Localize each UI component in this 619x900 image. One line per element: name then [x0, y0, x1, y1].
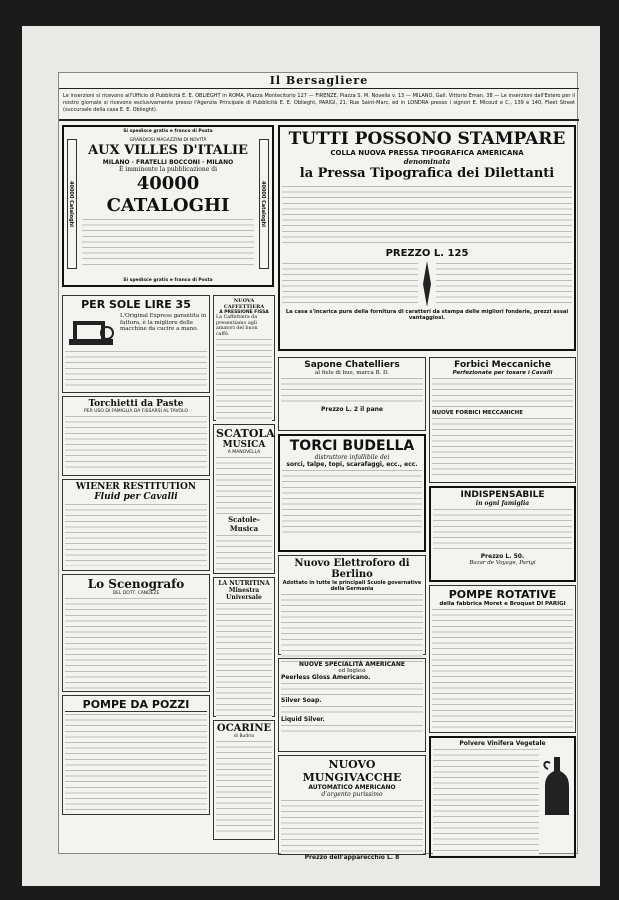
- pozzi-body-text: [65, 712, 207, 812]
- newspaper-page: [58, 72, 578, 861]
- ocarine-sub: di Budrio: [233, 734, 255, 739]
- ad-specialita: [278, 658, 426, 752]
- column-b: [213, 295, 275, 855]
- tutti-price: PREZZO L. 125: [385, 248, 469, 259]
- specialita-item2: Silver Soap.: [281, 697, 322, 704]
- torci-sub2: sorci, talpe, topi, scarafaggi, ecc., ecc.: [286, 461, 418, 468]
- specialita-item3: Liquid Silver.: [281, 716, 325, 723]
- scatola-body-text: [216, 455, 272, 515]
- ad-caffettiera: [213, 295, 275, 421]
- ad-polvere-vinifera: [429, 736, 576, 858]
- indisp-price: Prezzo L. 50.: [480, 553, 525, 560]
- polvere-body-text: [433, 747, 539, 855]
- tutti-list-left: [282, 261, 418, 307]
- specialita-text-2: [281, 704, 423, 716]
- sole-title: PER SOLE LIRE 35: [81, 298, 191, 311]
- ad-villes-italie: [62, 125, 274, 287]
- caffettiera-title: NUOVA CAFFETTIERA: [223, 298, 265, 310]
- pompe-title: POMPE ROTATIVE: [448, 588, 557, 601]
- mungivacche-title: NUOVO MUNGIVACCHE: [302, 758, 402, 784]
- pozzi-title: POMPE DA POZZI: [65, 698, 207, 712]
- ad-indispensabile: [429, 486, 576, 582]
- ocarine-body-text: [216, 739, 272, 835]
- sapone-body-text: [281, 376, 423, 406]
- sole-text: L'Original Express garantita in fattura, è la migliore delle macchine da cucire a mano.: [120, 313, 207, 332]
- villes-big: 40000 CATALOGHI: [106, 173, 230, 216]
- mungivacche-price: Prezzo dell'apparecchio L. 8: [304, 854, 400, 861]
- villes-pub: È imminente la pubblicazione di: [119, 166, 217, 173]
- column-a: [62, 295, 210, 855]
- tutti-ornament-icon: [422, 261, 432, 307]
- indisp-body-text: [433, 507, 572, 553]
- tutti-sub: COLLA NUOVA PRESSA TIPOGRAFICA AMERICANA: [330, 149, 524, 157]
- villes-footer: Si spedisce gratis e franco di Posta: [123, 278, 213, 283]
- villes-side-right: 40000 Cataloghi: [259, 139, 269, 269]
- masthead: Il Bersagliere: [59, 73, 579, 89]
- tutti-list-right: [436, 261, 572, 307]
- torci-body-text: [282, 468, 422, 534]
- mungivacche-body-text: [281, 798, 423, 854]
- sapone-sub: al fiele di bue, marca B. D.: [314, 370, 390, 376]
- tutti-body-text: [282, 184, 572, 246]
- forbici-title: Forbici Meccaniche: [454, 360, 551, 370]
- caffettiera-sub: A PRESSIONE FISSA: [219, 310, 269, 315]
- ad-elettroforo: [278, 555, 426, 655]
- pompe-body-text: [432, 607, 573, 731]
- column-d: [429, 357, 576, 855]
- ad-nutritina: [213, 577, 275, 717]
- elettro-title: Nuovo Elettroforo di Berlino: [294, 558, 410, 580]
- scenografo-title: Lo Scenografo: [87, 577, 185, 591]
- ad-forbici: [429, 357, 576, 483]
- torchietti-title: Torchietti da Paste: [88, 399, 184, 409]
- specialita-text-3: [281, 723, 423, 735]
- villes-body-text: [82, 217, 254, 269]
- wiener-sub: Fluid per Cavalli: [94, 492, 178, 502]
- forbici-nuove: NUOVE FORBICI MECCANICHE: [432, 410, 524, 416]
- ad-scenografo: [62, 574, 210, 692]
- scatolemusica-title: Scatole-Musica: [228, 515, 260, 533]
- scenografo-sub: DEL DOTT. CANDEZE: [112, 591, 160, 596]
- sapone-price: Prezzo L. 2 il pane: [321, 406, 383, 413]
- tutti-footer: La casa s'incarica pure della fornitura di caratteri da stampa delle migliori fonderie, prezzi assai vantaggiosi.: [285, 309, 569, 321]
- ocarine-title: OCARINE: [216, 723, 272, 734]
- caffettiera-body-text: [216, 337, 272, 421]
- column-c: [278, 357, 426, 861]
- scenografo-body-text: [65, 596, 207, 690]
- ad-torchietti: [62, 396, 210, 476]
- sewing-machine-icon: [65, 313, 117, 349]
- scatola-sub: MUSICA: [222, 440, 266, 450]
- scatola-sub2: A MANOVELLA: [227, 450, 261, 455]
- forbici-body-text-1: [432, 376, 573, 410]
- sapone-title: Sapone Chatelliers: [304, 360, 400, 370]
- tutti-name: la Pressa Tipografica dei Dilettanti: [299, 166, 555, 181]
- specialita-title: NUOVE SPECIALITÀ AMERICANE: [299, 661, 405, 668]
- polvere-title: Polvere Vinifera Vegetale: [459, 740, 546, 747]
- ad-scatola-musica: [213, 424, 275, 574]
- torci-sub: distruttore infallibile dei: [314, 454, 390, 461]
- ad-ocarine: [213, 720, 275, 840]
- elettro-sub: Adottato in tutte le principali Scuole governative della Germania: [282, 580, 422, 592]
- right-upper: [278, 125, 576, 355]
- scatolemusica-body-text: [216, 533, 272, 573]
- nutritina-sub: Minestra Universale: [226, 587, 262, 601]
- pompe-sub: della fabbrica Moret e Broquet DI PARIGI: [439, 601, 566, 607]
- indisp-name: Bazar de Voyage, Parigi: [469, 560, 536, 566]
- wine-bottle-icon: [542, 757, 572, 817]
- ad-wiener: [62, 479, 210, 571]
- nutritina-title: LA NUTRITINA: [218, 580, 270, 587]
- tutti-denom: denominata: [403, 157, 451, 166]
- wiener-title: WIENER RESTITUTION: [75, 482, 197, 492]
- caffettiera-text: La Caffettiera da presentiamo agli amatori del buon caffè.: [216, 315, 258, 337]
- ad-pompe-pozzi: [62, 695, 210, 815]
- indisp-sub: in ogni famiglia: [475, 500, 530, 507]
- specialita-text-1: [281, 681, 423, 697]
- torci-title: TORCI BUDELLA: [289, 438, 415, 454]
- scatola-title: SCATOLA: [216, 427, 275, 440]
- villes-title: AUX VILLES D'ITALIE: [88, 143, 248, 158]
- ad-sole-lire: [62, 295, 210, 393]
- mungivacche-sub2: d'argento purissimo: [321, 791, 383, 798]
- mungivacche-sub: AUTOMATICO AMERICANO: [308, 784, 396, 791]
- specialita-sub: ed Inglesi: [338, 668, 366, 674]
- elettro-body-text: [281, 592, 423, 664]
- villes-side-left: 40000 Cataloghi: [67, 139, 77, 269]
- indisp-title: INDISPENSABILE: [460, 490, 545, 500]
- ad-tutti-possono-stampare: [278, 125, 576, 351]
- forbici-body-text-2: [432, 416, 573, 476]
- ad-sapone: [278, 357, 426, 431]
- wiener-body-text: [65, 502, 207, 566]
- villes-sub: MILANO · FRATELLI BOCCONI · MILANO: [102, 159, 234, 166]
- villes-header: Si spedisce gratis e franco di Posta: [123, 129, 213, 134]
- sole-body-text: [65, 349, 207, 389]
- ad-torci-budella: [278, 434, 426, 552]
- torchietti-body-text: [65, 414, 207, 468]
- ad-pompe-rotative: [429, 585, 576, 733]
- advertising-notice: Le inserzioni si ricevono all'Ufficio di Pubblicità E. E. OBLIEGHT in ROMA, Piazza Montecitorio 127 — FIRENZE, Piazza S. M. Novella v. 13 — MILANO, Gall. Vittorio Eman. 38 — Le inserzioni dall'Estero per il nostro giornale si ricevono esclusivamente presso l'Agenzia Principale di Pubblicità E. E. Oblieght, PARIGI, 21, Rue Saint-Marc, ed in LONDRA presso i signori E. Micoud e C., 139 e 140, Fleet Street (succursale della casa E. E. Oblieght).: [59, 91, 579, 121]
- forbici-sub: Perfezionate per tosare i Cavalli: [452, 370, 553, 376]
- nutritina-body-text: [216, 601, 272, 719]
- torchietti-sub: PER USO DI FAMIGLIA DA FISSARSI AL TAVOLO: [84, 409, 188, 414]
- ad-mungivacche: [278, 755, 426, 861]
- tutti-title: TUTTI POSSONO STAMPARE: [288, 129, 566, 149]
- specialita-item1: Peerless Gloss Americano.: [281, 674, 371, 681]
- villes-grandi: GRANDIOSI MAGAZZINI DI NOVITÀ: [129, 138, 207, 143]
